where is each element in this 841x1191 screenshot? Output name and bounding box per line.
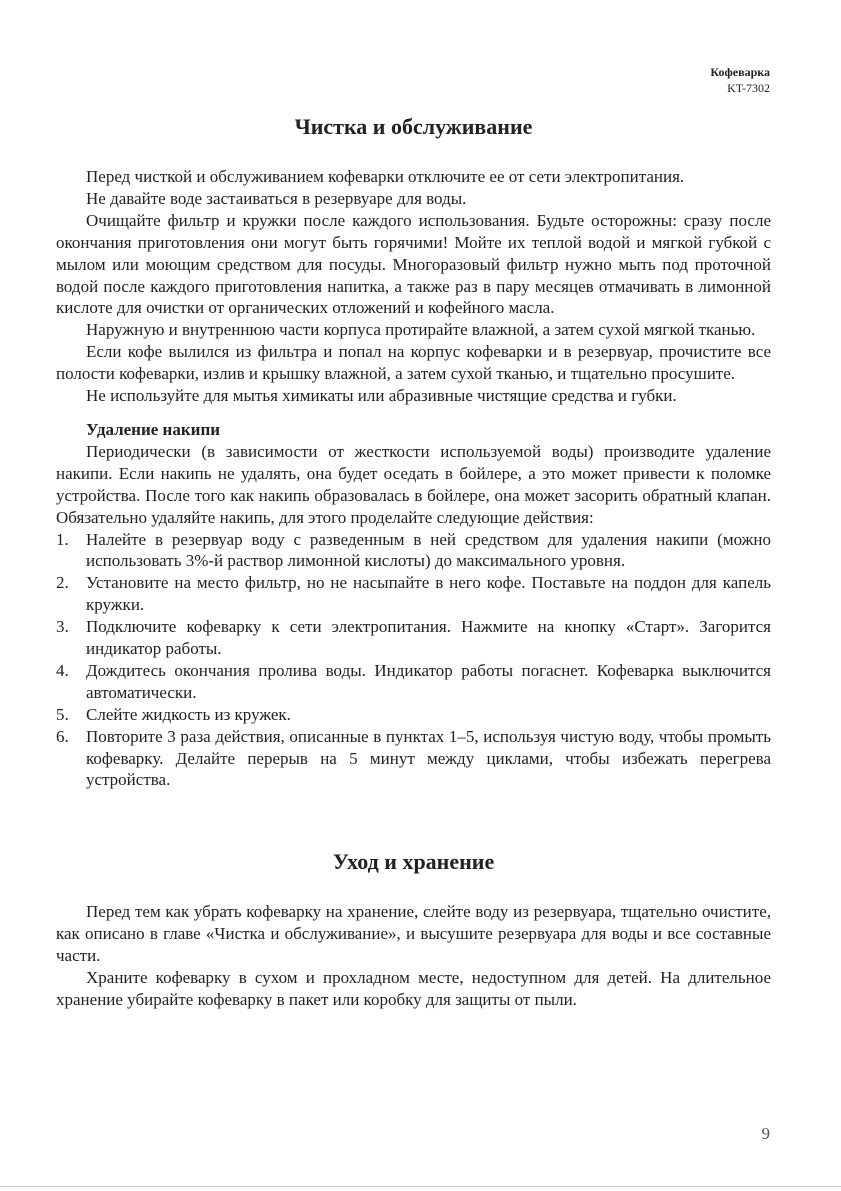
header-model: KT-7302: [727, 81, 770, 95]
list-item: [56, 529, 771, 573]
list-item-number: 2.: [56, 573, 69, 593]
list-item: [56, 660, 771, 704]
list-item-number: 6.: [56, 726, 69, 746]
paragraph: Перед чисткой и обслуживанием кофеварки отключите ее от сети электропитания.: [86, 167, 685, 186]
page-number: 9: [761, 1124, 770, 1143]
list-item-text: Установите на место фильтр, но не насыпайте в него кофе. Поставьте на поддон для капель кружки.: [86, 573, 771, 615]
paragraph: Не используйте для мытья химикаты или абразивные чистящие средства и губки.: [86, 386, 677, 406]
descaling-steps-list: [56, 529, 771, 792]
section-title-cleaning: Чистка и обслуживание: [294, 114, 533, 139]
list-item-number: 5.: [56, 704, 69, 724]
bottom-divider: [0, 1186, 841, 1187]
list-item: [56, 616, 771, 660]
paragraph: Наружную и внутреннюю части корпуса протирайте влажной, а затем сухой мягкой тканью.: [86, 320, 756, 340]
section-title-storage: Уход и хранение: [332, 849, 495, 875]
page-content: [56, 112, 771, 1011]
list-item: [56, 726, 771, 792]
list-item-text: Повторите 3 раза действия, описанные в пунктах 1–5, используя чистую воду, чтобы промыть кофеварку. Делайте перерыв на 5 минут между циклами, чтобы избежать перегрева устройства.: [86, 726, 771, 790]
section-care-storage: [56, 847, 771, 1011]
list-item-text: Налейте в резервуар воду с разведенным в ней средством для удаления накипи (можно использовать 3%-й раствор лимонной кислоты) до максимального уровня.: [86, 529, 771, 571]
list-item-number: 4.: [56, 660, 69, 680]
paragraph: Не давайте воде застаиваться в резервуаре для воды.: [86, 188, 467, 208]
paragraph: Если кофе вылился из фильтра и попал на корпус кофеварки и в резервуар, прочистите все полости кофеварки, излив и крышку влажной, а затем сухой тканью, и тщательно просушите.: [56, 342, 771, 384]
header-product: Кофеварка: [710, 65, 770, 79]
list-item-text: Дождитесь окончания пролива воды. Индикатор работы погаснет. Кофеварка выключится автоматически.: [86, 660, 771, 702]
list-item-number: 1.: [56, 529, 69, 549]
paragraph: Очищайте фильтр и кружки после каждого использования. Будьте осторожны: сразу после окончания приготовления они могут быть горячими! Мойте их теплой водой и мягкой губкой с мылом или моющим средством для посуды. Многоразовый фильтр нужно мыть под проточной водой после каждого приготовления напитка, а также раз в пару месяцев отмачивать в лимонной кислоте для очистки от органических отложений и кофейного масла.: [56, 210, 771, 318]
subsection-title-descaling: Удаление накипи: [86, 419, 221, 439]
list-item: [56, 704, 771, 726]
paragraph: Перед тем как убрать кофеварку на хранение, слейте воду из резервуара, тщательно очистите, как описано в главе «Чистка и обслуживание», и высушите резервуара для воды и все составные части.: [56, 902, 771, 966]
list-item: [56, 572, 771, 616]
list-item-text: Слейте жидкость из кружек.: [86, 704, 291, 724]
list-item-text: Подключите кофеварку к сети электропитания. Нажмите на кнопку «Старт». Загорится индикатор работы.: [86, 617, 771, 659]
paragraph: Храните кофеварку в сухом и прохладном месте, недоступном для детей. На длительное хранение убирайте кофеварку в пакет или коробку для защиты от пыли.: [56, 968, 771, 1009]
running-header: [710, 64, 770, 96]
list-item-number: 3.: [56, 617, 69, 637]
paragraph: Периодически (в зависимости от жесткости используемой воды) производите удаление накипи. Если накипь не удалять, она будет оседать в бойлере, а это может привести к поломке устройства. После того как накипь образовалась в бойлере, она может засорить обратный клапан. Обязательно удаляйте накипь, для этого проделайте следующие действия:: [56, 441, 771, 527]
